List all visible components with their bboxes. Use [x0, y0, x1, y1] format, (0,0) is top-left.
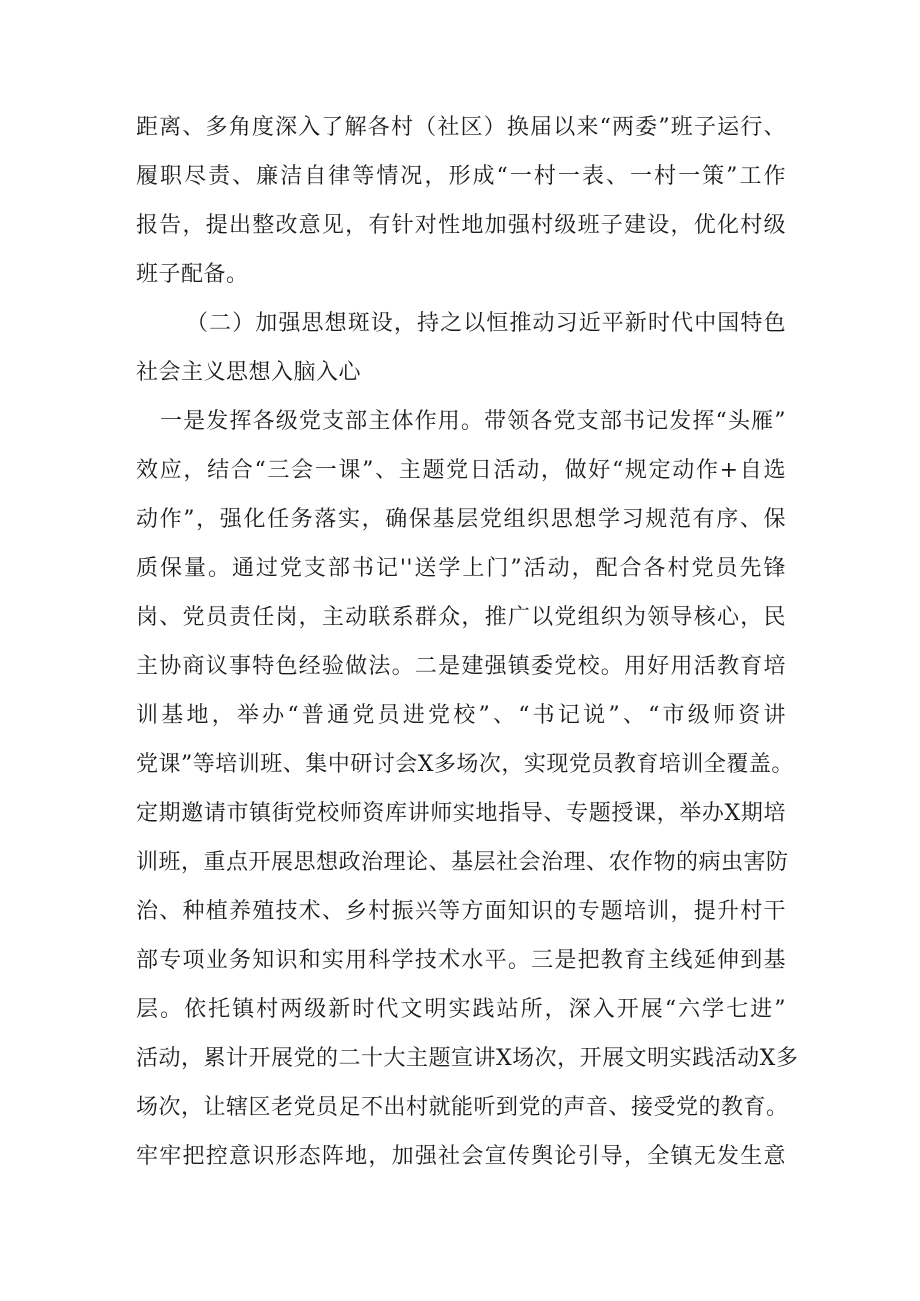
paragraph-line: 报告，提出整改意见，有针对性地加强村级班子建设，优化村级 — [136, 213, 786, 238]
paragraph-line: 党课”等培训班、集中研讨会X多场次，实现党员教育培训全覆盖。 — [136, 752, 794, 777]
paragraph-line: 一是发挥各级党支部主体作用。带领各党支部书记发挥“头雁” — [160, 409, 786, 434]
paragraph-line: 部专项业务知识和实用科学技术水平。三是把教育主线延伸到基 — [136, 948, 786, 973]
paragraph-line: 治、种植养殖技术、乡村振兴等方面知识的专题培训，提升村干 — [136, 899, 786, 924]
paragraph-line: 活动，累计开展党的二十大主题宣讲X场次，开展文明实践活动X多 — [136, 1046, 799, 1071]
paragraph-line: 履职尽责、廉洁自律等情况，形成“一村一表、一村一策”工作 — [136, 164, 786, 189]
paragraph-line: 效应，结合“三会一课”、主题党日活动，做好“规定动作+自选 — [136, 458, 786, 483]
paragraph-line: 定期邀请市镇街党校师资库讲师实地指导、专题授课，举办X期培 — [136, 801, 786, 826]
paragraph-line: 质保量。通过党支部书记''送学上门”活动，配合各村党员先锋 — [136, 556, 786, 581]
paragraph-line: 场次，让辖区老党员足不出村就能听到党的声音、接受党的教育。 — [136, 1095, 789, 1120]
paragraph-line: 训基地，举办“普通党员进党校”、“书记说”、“市级师资讲 — [136, 703, 786, 728]
paragraph-line: 岗、党员责任岗，主动联系群众，推广以党组织为领导核心，民 — [136, 605, 786, 630]
section-heading-line: （二）加强思想斑设，持之以恒推动习近平新时代中国特色 — [186, 311, 786, 336]
paragraph-line: 动作”，强化任务落实，确保基层党组织思想学习规范有序、保 — [136, 507, 786, 532]
paragraph-line: 主协商议事特色经验做法。二是建强镇委党校。用好用活教育培 — [136, 654, 786, 679]
paragraph-line: 层。依托镇村两级新时代文明实践站所，深入开展“六学七进” — [136, 997, 786, 1022]
paragraph-line: 牢牢把控意识形态阵地，加强社会宣传舆论引导，全镇无发生意 — [136, 1144, 786, 1169]
paragraph-line: 班子配备。 — [136, 262, 249, 287]
section-heading-line: 社会主义思想入脑入心 — [136, 360, 362, 385]
paragraph-line: 距离、多角度深入了解各村（社区）换届以来“两委”班子运行、 — [136, 115, 786, 140]
paragraph-line: 训班，重点开展思想政治理论、基层社会治理、农作物的病虫害防 — [136, 850, 789, 875]
